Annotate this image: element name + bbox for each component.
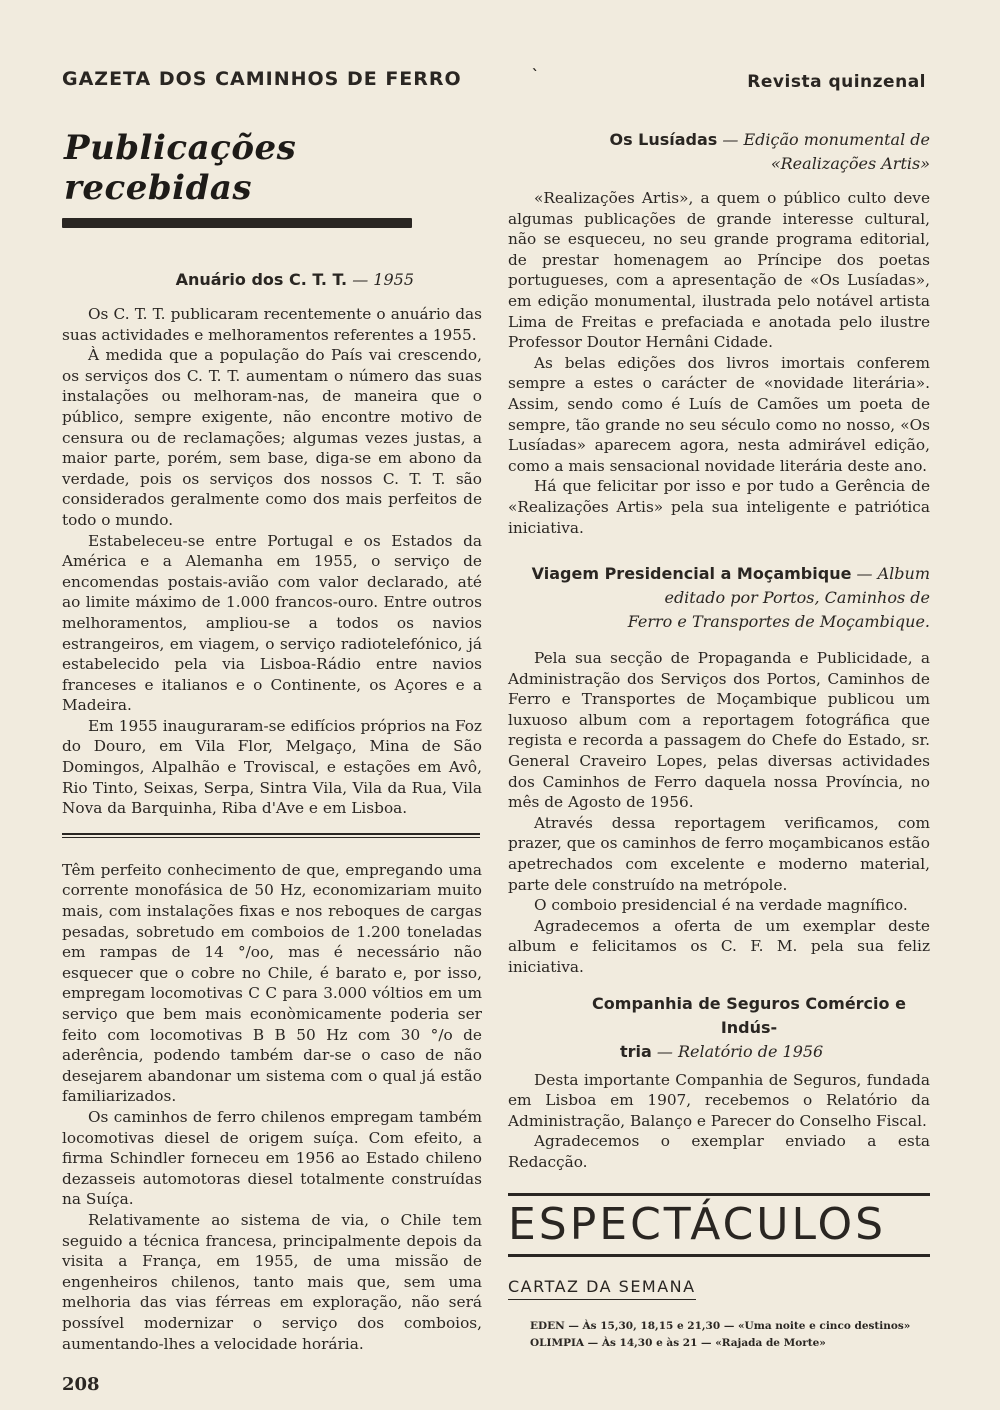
espectaculos-title: ESPECTÁCULOS — [508, 1193, 930, 1250]
seguros-article — [508, 1070, 930, 1173]
page-number: 208 — [62, 1374, 100, 1395]
lusiadas-subtitle: — Edição monumental de «Realizações Artis» — [717, 130, 930, 173]
lusiadas-title — [508, 128, 930, 176]
anuario-title-text: Anuário dos C. T. T. — [175, 270, 348, 289]
seguros-title — [508, 992, 930, 1064]
paragraph: Desta importante Companhia de Seguros, fundada em Lisboa em 1907, recebemos o Relatório da Administração, Balanço e Parecer do Conselho Fiscal. — [508, 1070, 930, 1130]
paragraph: Os caminhos de ferro chilenos empregam também locomotivas diesel de origem suíça. Com efeito, a firma Schindler forneceu em 1956 ao Estado chileno dezasseis automotoras diesel totalmente construídas na Suíça. — [62, 1107, 482, 1209]
paragraph: As belas edições dos livros imortais conferem sempre a estes o carácter de «novidade literária». Assim, sendo como é Luís de Camões um poeta de sempre, tão grande no seu século como no nosso, «Os Lusíadas» aparecem agora, nesta admirável edição, como a mais sensacional novidade literária deste ano. — [508, 353, 930, 475]
viagem-article — [508, 648, 930, 978]
section-heading: Publicações recebidas — [64, 128, 297, 208]
anuario-year: — 1955 — [347, 270, 414, 289]
paragraph: O comboio presidencial é na verdade magnífico. — [534, 896, 908, 915]
cartaz-heading: CARTAZ DA SEMANA — [508, 1277, 696, 1300]
anuario-title — [62, 268, 414, 292]
header-mark: ` — [532, 68, 539, 84]
paragraph: Agradecemos a oferta de um exemplar deste album e felicitamos os C. F. M. pela sua feliz iniciativa. — [508, 916, 930, 976]
masthead-subtitle: Revista quinzenal — [747, 72, 926, 92]
viagem-title-text: Viagem Presidencial a Moçambique — [531, 564, 852, 584]
listing-item: EDEN — Às 15,30, 18,15 e 21,30 — «Uma noite e cinco destinos» — [530, 1319, 911, 1332]
lusiadas-title-text: Os Lusíadas — [609, 130, 718, 149]
viagem-title — [508, 562, 930, 634]
viagem-subtitle-1: — Album — [851, 564, 930, 584]
chile-article — [62, 860, 482, 1354]
lusiadas-article — [508, 188, 930, 538]
section-divider — [62, 833, 480, 835]
paragraph: Através dessa reportagem verificamos, com prazer, que os caminhos de ferro moçambicanos estão apetrechados com excelente e moderno material, parte dele construído na metrópole. — [508, 813, 930, 894]
right-column — [508, 128, 930, 1352]
paragraph: «Realizações Artis», a quem o público culto deve algumas publicações de grande interesse cultural, não se esqueceu, no seu grande programa editorial, de prestar homenagem ao Príncipe dos poetas portugueses, com a apresentação de «Os Lusíadas», em edição monumental, ilustrada pelo notável artista Lima de Freitas e prefaciada e anotada pelo ilustre Professor Doutor Hernâni Cidade. — [508, 189, 930, 352]
left-column — [62, 120, 482, 1354]
paragraph: Os C. T. T. publicaram recentemente o anuário das suas actividades e melhoramentos referentes a 1955. — [62, 305, 482, 344]
seguros-title-2: tria — [620, 1041, 652, 1061]
cinema-listings — [508, 1318, 930, 1352]
espectaculos-rule — [508, 1254, 930, 1257]
anuario-article — [62, 304, 482, 819]
seguros-title-1: Companhia de Seguros Comércio e Indús- — [592, 993, 906, 1037]
paragraph: Há que felicitar por isso e por tudo a Gerência de «Realizações Artis» pela sua inteligente e patriótica iniciativa. — [508, 477, 930, 537]
paragraph: À medida que a população do País vai crescendo, os serviços dos C. T. T. aumentam o número das suas instalações ou melhoram-nas, de maneira que o público, sempre exigente, não encontre motivo de censura ou de reclamações; algumas vezes justas, a maior parte, porém, sem base, diga-se em abono da verdade, pois os serviços dos nossos C. T. T. são considerados geralmente como dos mais perfeitos de todo o mundo. — [62, 346, 482, 529]
heading-rule — [62, 218, 412, 228]
paragraph: Pela sua secção de Propaganda e Publicidade, a Administração dos Serviços dos Portos, Caminhos de Ferro e Transportes de Moçambique publicou um luxuoso album com a reportagem fotográfica que regista e recorda a passagem do Chefe do Estado, sr. General Craveiro Lopes, pelas diversas actividades dos Caminhos de Ferro daquela nossa Província, no mês de Agosto de 1956. — [508, 649, 930, 812]
paragraph: Estabeleceu-se entre Portugal e os Estados da América e a Alemanha em 1955, o serviço de encomendas postais-avião com valor declarado, até ao limite máximo de 1.000 francos-ouro. Entre outros melhoramentos, ampliou-se a todos os navios estrangeiros, em viagem, o serviço radiotelefónico, já estabelecido pela via Lisboa-Rádio entre navios franceses e italianos e o Continente, os Açores e a Madeira. — [62, 531, 482, 715]
section-divider-thin — [62, 837, 480, 838]
paragraph: Têm perfeito conhecimento de que, empregando uma corrente monofásica de 50 Hz, economizariam muito mais, com instalações fixas e nos reboques de cargas pesadas, sobretudo em comboios de 1.200 toneladas em rampas de 14 °/oo, mas é necessário não esquecer que o cobre no Chile, é barato e, por isso, empregam locomotivas C C para 3.000 vóltios em um serviço que bem mais econòmicamente poderia ser feito com locomotivas B B 50 Hz com 30 °/o de aderência, podendo também dar-se o caso de não desejarem abandonar um sistema com o qual já estão familiarizados. — [62, 860, 482, 1106]
viagem-subtitle-2: editado por Portos, Caminhos de — [664, 588, 930, 608]
paragraph: Relativamente ao sistema de via, o Chile tem seguido a técnica francesa, principalmente depois da visita a França, em 1955, de uma missão de engenheiros chilenos, tanto mais que, sem uma melhoria das vias férreas em exploração, não será possível modernizar o serviço dos comboios, aumentando-lhes a velocidade horária. — [62, 1210, 482, 1353]
paragraph: Agradecemos o exemplar enviado a esta Redacção. — [508, 1132, 930, 1171]
viagem-subtitle-3: Ferro e Transportes de Moçambique. — [627, 612, 930, 632]
paragraph: Em 1955 inauguraram-se edifícios próprios na Foz do Douro, em Vila Flor, Melgaço, Mina de São Domingos, Alpalhão e Troviscal, e estações em Avô, Rio Tinto, Seixas, Serpa, Sintra Vila, Vila da Rua, Vila Nova da Barquinha, Riba d'Ave e em Lisboa. — [62, 716, 482, 818]
seguros-subtitle: — Relatório de 1956 — [651, 1041, 824, 1061]
listing-item: OLIMPIA — Às 14,30 e às 21 — «Rajada de Morte» — [530, 1336, 826, 1349]
masthead-title: GAZETA DOS CAMINHOS DE FERRO — [62, 68, 462, 90]
